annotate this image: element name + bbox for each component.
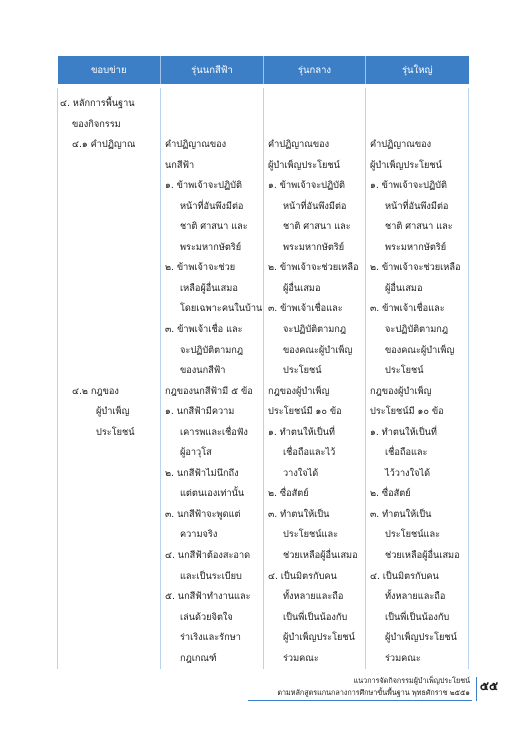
- text-line: คำปฏิญาณของ: [165, 139, 227, 151]
- text-line: [58, 176, 160, 197]
- text-line: [58, 279, 160, 300]
- text-line: ๓. ข้าพเจ้าเชื่อ และ: [165, 324, 243, 336]
- footer-rule: [248, 700, 472, 701]
- text-line: ๑. ทำตนให้เป็นที่: [370, 426, 437, 438]
- page-number: ๕๕: [479, 679, 499, 693]
- text-line: ผู้บำเพ็ญประโยชน์: [370, 159, 442, 171]
- text-line: ๑. นกสีฟ้ามีความ: [165, 406, 235, 418]
- text-line: ๒. นกสีฟ้าไม่นึกถึง: [165, 467, 239, 479]
- text-line: แต่ตนเองเท่านั้น: [180, 488, 245, 500]
- text-line: ของกิจกรรม: [72, 118, 121, 130]
- text-line: ๔. นกสีฟ้าต้องสะอาด: [165, 550, 251, 562]
- text-line: กฎเกณฑ์: [180, 652, 217, 664]
- footer-title-line1: แนวการจัดกิจกรรมผู้บำเพ็ญประโยชน์: [353, 676, 470, 685]
- column-senior: [366, 88, 469, 669]
- text-line: [58, 299, 160, 320]
- text-line: กฎของผู้บำเพ็ญ: [268, 385, 330, 397]
- text-line: พระมหากษัตริย์: [180, 241, 242, 253]
- text-line: ๒. ข้าพเจ้าจะช่วย: [165, 262, 236, 274]
- text-line: คำปฏิญาณของ: [268, 139, 330, 151]
- column-scope: [58, 88, 161, 669]
- text-line: วางใจได้: [283, 467, 319, 479]
- text-line: [58, 258, 160, 279]
- text-line: ผู้บำเพ็ญประโยชน์: [268, 159, 340, 171]
- text-line: ของคณะผู้บำเพ็ญ: [283, 344, 353, 356]
- text-line: [58, 197, 160, 218]
- text-line: ชาติ ศาสนา และ: [385, 221, 453, 233]
- text-line: ของนกสีฟ้า: [180, 365, 226, 377]
- text-line: ๑. ทำตนให้เป็นที่: [268, 426, 335, 438]
- text-line: ๕. นกสีฟ้าทำงานและ: [165, 591, 251, 603]
- text-line: เคารพและเชื่อฟัง: [180, 426, 248, 438]
- text-line: [58, 361, 160, 382]
- text-line: ผู้อาวุโส: [180, 447, 212, 459]
- header-senior: รุ่นใหญ่: [366, 56, 469, 84]
- text-line: ๑. ข้าพเจ้าจะปฏิบัติ: [370, 180, 447, 192]
- text-line: ๔. หลักการพื้นฐาน: [60, 98, 135, 109]
- text-line: ช่วยเหลือผู้อื่นเสมอ: [283, 550, 358, 562]
- text-line: ๓. ทำตนให้เป็น: [370, 508, 432, 520]
- text-line: เหลือผู้อื่นเสมอ: [180, 282, 238, 294]
- text-line: ๒. ข้าพเจ้าจะช่วยเหลือ: [268, 262, 359, 274]
- text-line: [264, 115, 365, 136]
- text-line: ๔.๒ กฎของ: [72, 385, 119, 397]
- text-line: ประโยชน์มี ๑๐ ข้อ: [268, 406, 342, 418]
- text-line: [58, 238, 160, 259]
- text-line: [161, 94, 263, 115]
- text-line: กฎของผู้บำเพ็ญ: [370, 385, 432, 397]
- text-line: ๔.๑ คำปฏิญาณ: [72, 139, 136, 151]
- text-line: ร่วมคณะ: [283, 652, 319, 664]
- text-line: พระมหากษัตริย์: [283, 241, 345, 253]
- text-line: ๓. ข้าพเจ้าเชื่อและ: [268, 303, 343, 315]
- text-line: [58, 156, 160, 177]
- header-scope: ขอบข่าย: [58, 56, 161, 84]
- text-line: ผู้อื่นเสมอ: [385, 282, 423, 294]
- text-line: เล่นด้วยจิตใจ: [180, 611, 233, 623]
- text-line: ๓. ทำตนให้เป็น: [268, 508, 330, 520]
- text-line: ประโยชน์มี ๑๐ ข้อ: [370, 406, 444, 418]
- text-line: และเป็นระเบียบ: [180, 570, 242, 582]
- text-line: จะปฏิบัติตามกฎ: [385, 324, 449, 336]
- text-line: ร่วมคณะ: [385, 652, 421, 664]
- text-line: เชื่อถือและ: [385, 447, 428, 459]
- text-line: ประโยชน์: [283, 365, 322, 377]
- scope-table: [57, 56, 469, 669]
- text-line: ชาติ ศาสนา และ: [283, 221, 351, 233]
- text-line: เชื่อถือและไว้: [283, 447, 336, 459]
- text-line: ประโยชน์: [96, 426, 135, 438]
- text-line: ๔. เป็นมิตรกับคน: [268, 570, 337, 582]
- text-line: ๓. นกสีฟ้าจะพูดแต่: [165, 508, 241, 520]
- text-line: เป็นพี่เป็นน้องกับ: [385, 611, 450, 623]
- text-line: ผู้บำเพ็ญประโยชน์: [283, 632, 355, 644]
- text-line: ประโยชน์และ: [385, 529, 441, 541]
- text-line: ความจริง: [180, 529, 218, 541]
- text-line: ผู้บำเพ็ญ: [96, 406, 130, 418]
- text-line: ผู้บำเพ็ญประโยชน์: [385, 632, 457, 644]
- text-line: หน้าที่อันพึงมีต่อ: [283, 200, 347, 212]
- text-line: [366, 115, 468, 136]
- text-line: ช่วยเหลือผู้อื่นเสมอ: [385, 550, 460, 562]
- text-line: ๑. ข้าพเจ้าจะปฏิบัติ: [268, 180, 345, 192]
- footer-title-line2: ตามหลักสูตรแกนกลางการศึกษาขั้นพื้นฐาน พุทธศักราช ๒๕๕๑: [277, 688, 470, 697]
- text-line: คำปฏิญาณของ: [370, 139, 432, 151]
- text-line: นกสีฟ้า: [165, 159, 195, 171]
- text-line: ไว้วางใจได้: [385, 467, 431, 479]
- text-line: หน้าที่อันพึงมีต่อ: [180, 200, 244, 212]
- text-line: พระมหากษัตริย์: [385, 241, 447, 253]
- text-line: ประโยชน์และ: [283, 529, 339, 541]
- text-line: ชาติ ศาสนา และ: [180, 221, 248, 233]
- text-line: กฎของนกสีฟ้ามี ๕ ข้อ: [165, 385, 253, 397]
- text-line: ๒. ซื่อสัตย์: [268, 488, 309, 500]
- text-line: [58, 341, 160, 362]
- header-bluebird: รุ่นนกสีฟ้า: [161, 56, 264, 84]
- text-line: [58, 217, 160, 238]
- header-middle: รุ่นกลาง: [264, 56, 366, 84]
- text-line: ประโยชน์: [385, 365, 424, 377]
- text-line: โดยเฉพาะคนในบ้าน: [180, 303, 263, 315]
- text-line: ของคณะผู้บำเพ็ญ: [385, 344, 455, 356]
- table-body-row: [58, 88, 469, 669]
- table-header-row: [58, 56, 469, 84]
- column-bluebird: [161, 88, 264, 669]
- text-line: จะปฏิบัติตามกฎ: [283, 324, 347, 336]
- text-line: เป็นพี่เป็นน้องกับ: [283, 611, 348, 623]
- text-line: ๔. เป็นมิตรกับคน: [370, 570, 439, 582]
- text-line: ทั้งหลายและถือ: [385, 591, 446, 603]
- text-line: ๒. ซื่อสัตย์: [370, 488, 411, 500]
- text-line: ทั้งหลายและถือ: [283, 591, 344, 603]
- text-line: ๑. ข้าพเจ้าจะปฏิบัติ: [165, 180, 242, 192]
- text-line: ๒. ข้าพเจ้าจะช่วยเหลือ: [370, 262, 461, 274]
- text-line: ๓. ข้าพเจ้าเชื่อและ: [370, 303, 445, 315]
- text-line: ผู้อื่นเสมอ: [283, 282, 321, 294]
- text-line: ร่าเริงและรักษา: [180, 632, 241, 644]
- text-line: จะปฏิบัติตามกฎ: [180, 344, 244, 356]
- column-middle: [264, 88, 366, 669]
- text-line: [264, 94, 365, 115]
- footer-divider: [476, 677, 477, 701]
- text-line: [58, 320, 160, 341]
- text-line: หน้าที่อันพึงมีต่อ: [385, 200, 449, 212]
- text-line: [366, 94, 468, 115]
- text-line: [161, 115, 263, 136]
